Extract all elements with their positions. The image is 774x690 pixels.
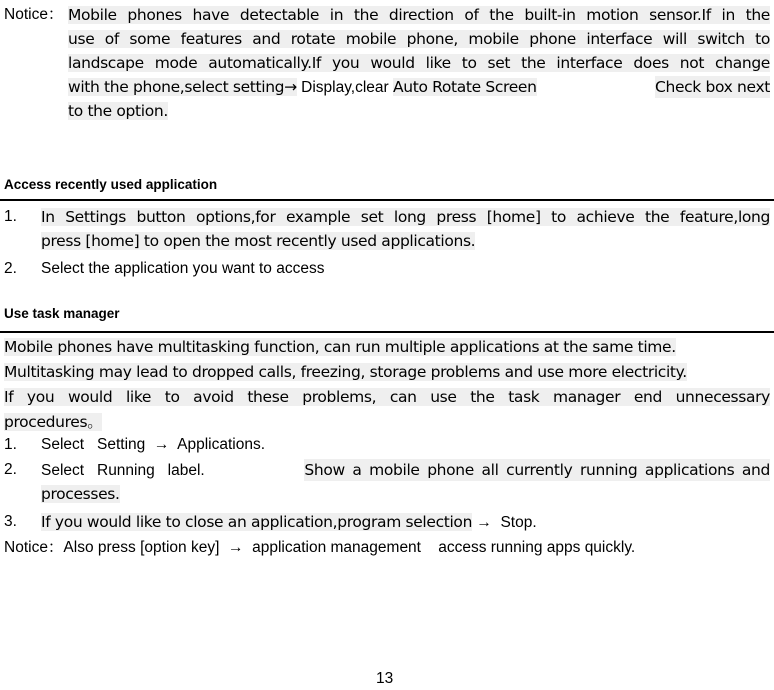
paragraph-line: procedures。 — [4, 413, 103, 431]
list-number: 2. — [4, 260, 17, 277]
notice-label: Notice： — [4, 6, 64, 23]
list-item: Select the application you want to access — [41, 260, 325, 277]
notice-line: Mobile phones have detectable in the direction of the built-in motion sensor.If in the — [68, 6, 770, 24]
list-item: processes. — [41, 485, 120, 503]
section-heading: Use task manager — [4, 306, 120, 321]
list-item: press [home] to open the most recently used applications. — [41, 232, 476, 250]
notice-text: Notice：Also press [option key] → application management access running apps quickly. — [4, 539, 636, 556]
paragraph-line: Mobile phones have multitasking function, can run multiple applications at the same time. — [4, 338, 676, 356]
list-item: In Settings button options,for example set long press [home] to achieve the feature,long — [41, 208, 770, 226]
notice-line: landscape mode automatically.If you would like to set the interface does not change — [68, 54, 770, 72]
list-item: Select Running label. Show a mobile phone all currently running applications and — [41, 461, 770, 479]
list-number: 1. — [4, 436, 17, 453]
list-item: If you would like to close an application,program selection → Stop. — [41, 513, 537, 531]
notice-line: to the option. — [68, 102, 168, 120]
paragraph-line: Multitasking may lead to dropped calls, freezing, storage problems and use more electricity. — [4, 363, 687, 381]
paragraph-line: If you would like to avoid these problems, can use the task manager end unnecessary — [4, 388, 770, 406]
list-number: 2. — [4, 461, 17, 478]
divider — [0, 199, 774, 201]
list-number: 1. — [4, 208, 17, 225]
notice-line: use of some features and rotate mobile phone, mobile phone interface will switch to — [68, 30, 770, 48]
notice-line: with the phone,select setting→ Display,clear Auto Rotate Screen Check box next — [68, 78, 770, 96]
page-number: 13 — [376, 670, 394, 687]
section-heading: Access recently used application — [4, 177, 218, 192]
list-number: 3. — [4, 513, 17, 530]
divider — [0, 331, 774, 333]
list-item: Select Setting → Applications. — [41, 436, 266, 453]
